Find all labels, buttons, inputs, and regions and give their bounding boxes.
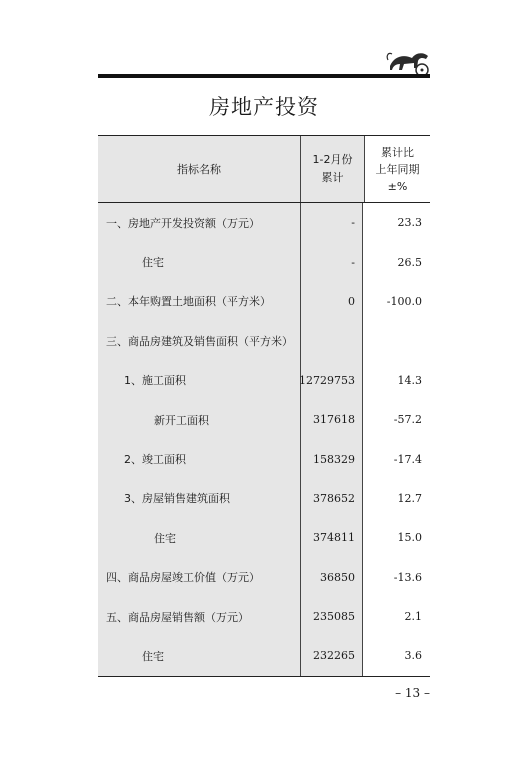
table-row — [98, 321, 430, 360]
statistics-table — [98, 135, 430, 677]
table-row — [98, 558, 430, 597]
row-yoy-change: 23.3 — [397, 216, 422, 230]
header-yoy-line1: 累计比 — [381, 145, 414, 159]
row-cumulative-value: 235085 — [300, 597, 363, 636]
row-yoy-change: -100.0 — [386, 294, 422, 308]
row-yoy-change: -57.2 — [393, 413, 422, 427]
row-indicator-name: 住宅 — [98, 636, 300, 675]
row-yoy-change: 12.7 — [397, 491, 422, 505]
row-cumulative-value: 12729753 — [300, 361, 363, 400]
row-yoy-change: 15.0 — [397, 531, 422, 545]
row-cumulative-value: 378652 — [300, 479, 363, 518]
top-rule — [98, 74, 430, 78]
table-body — [98, 203, 430, 676]
header-cumulative — [300, 136, 365, 202]
table-row — [98, 518, 430, 557]
table-row — [98, 282, 430, 321]
row-indicator-name: 五、商品房屋销售额（万元） — [98, 597, 300, 636]
header-cumulative-line2: 累计 — [321, 171, 344, 184]
row-indicator-name: 三、商品房建筑及销售面积（平方米） — [98, 321, 300, 360]
row-indicator-name: 1、施工面积 — [98, 361, 300, 400]
table-row — [98, 439, 430, 478]
row-yoy-change: 26.5 — [397, 255, 422, 269]
table-row — [98, 597, 430, 636]
row-indicator-name: 住宅 — [98, 518, 300, 557]
row-cumulative-value: 158329 — [300, 439, 363, 478]
row-cumulative-value: - — [300, 242, 363, 281]
table-bottom-rule — [98, 676, 430, 677]
page-title: 房地产投资 — [209, 95, 319, 119]
row-cumulative-value: 232265 — [300, 636, 363, 675]
table-row — [98, 636, 430, 675]
row-yoy-change — [363, 321, 430, 360]
row-yoy-change: 3.6 — [404, 649, 422, 663]
row-yoy-change: -13.6 — [393, 570, 422, 584]
row-yoy-change: 14.3 — [397, 373, 422, 387]
header-yoy-line3: ±% — [387, 179, 408, 193]
row-cumulative-value — [300, 321, 363, 360]
table-header — [98, 136, 430, 202]
table-row — [98, 242, 430, 281]
table-row — [98, 361, 430, 400]
header-indicator-name: 指标名称 — [98, 136, 300, 202]
row-indicator-name: 新开工面积 — [98, 400, 300, 439]
row-indicator-name: 3、房屋销售建筑面积 — [98, 479, 300, 518]
table-row — [98, 479, 430, 518]
header-yoy-change — [365, 136, 430, 202]
row-indicator-name: 二、本年购置土地面积（平方米） — [98, 282, 300, 321]
row-cumulative-value: 0 — [300, 282, 363, 321]
table-row — [98, 203, 430, 242]
row-indicator-name: 一、房地产开发投资额（万元） — [98, 203, 300, 242]
row-indicator-name: 2、竣工面积 — [98, 439, 300, 478]
table-row — [98, 400, 430, 439]
row-cumulative-value: 317618 — [300, 400, 363, 439]
row-yoy-change: -17.4 — [393, 452, 422, 466]
header-yoy-line2: 上年同期 — [375, 162, 420, 176]
row-cumulative-value: - — [300, 203, 363, 242]
row-cumulative-value: 36850 — [300, 558, 363, 597]
row-indicator-name: 住宅 — [98, 242, 300, 281]
page-number: – 13 – — [395, 686, 430, 700]
row-indicator-name: 四、商品房屋竣工价值（万元） — [98, 558, 300, 597]
row-yoy-change: 2.1 — [404, 610, 422, 624]
header-cumulative-line1: 1-2月份 — [312, 153, 353, 166]
row-cumulative-value: 374811 — [300, 518, 363, 557]
